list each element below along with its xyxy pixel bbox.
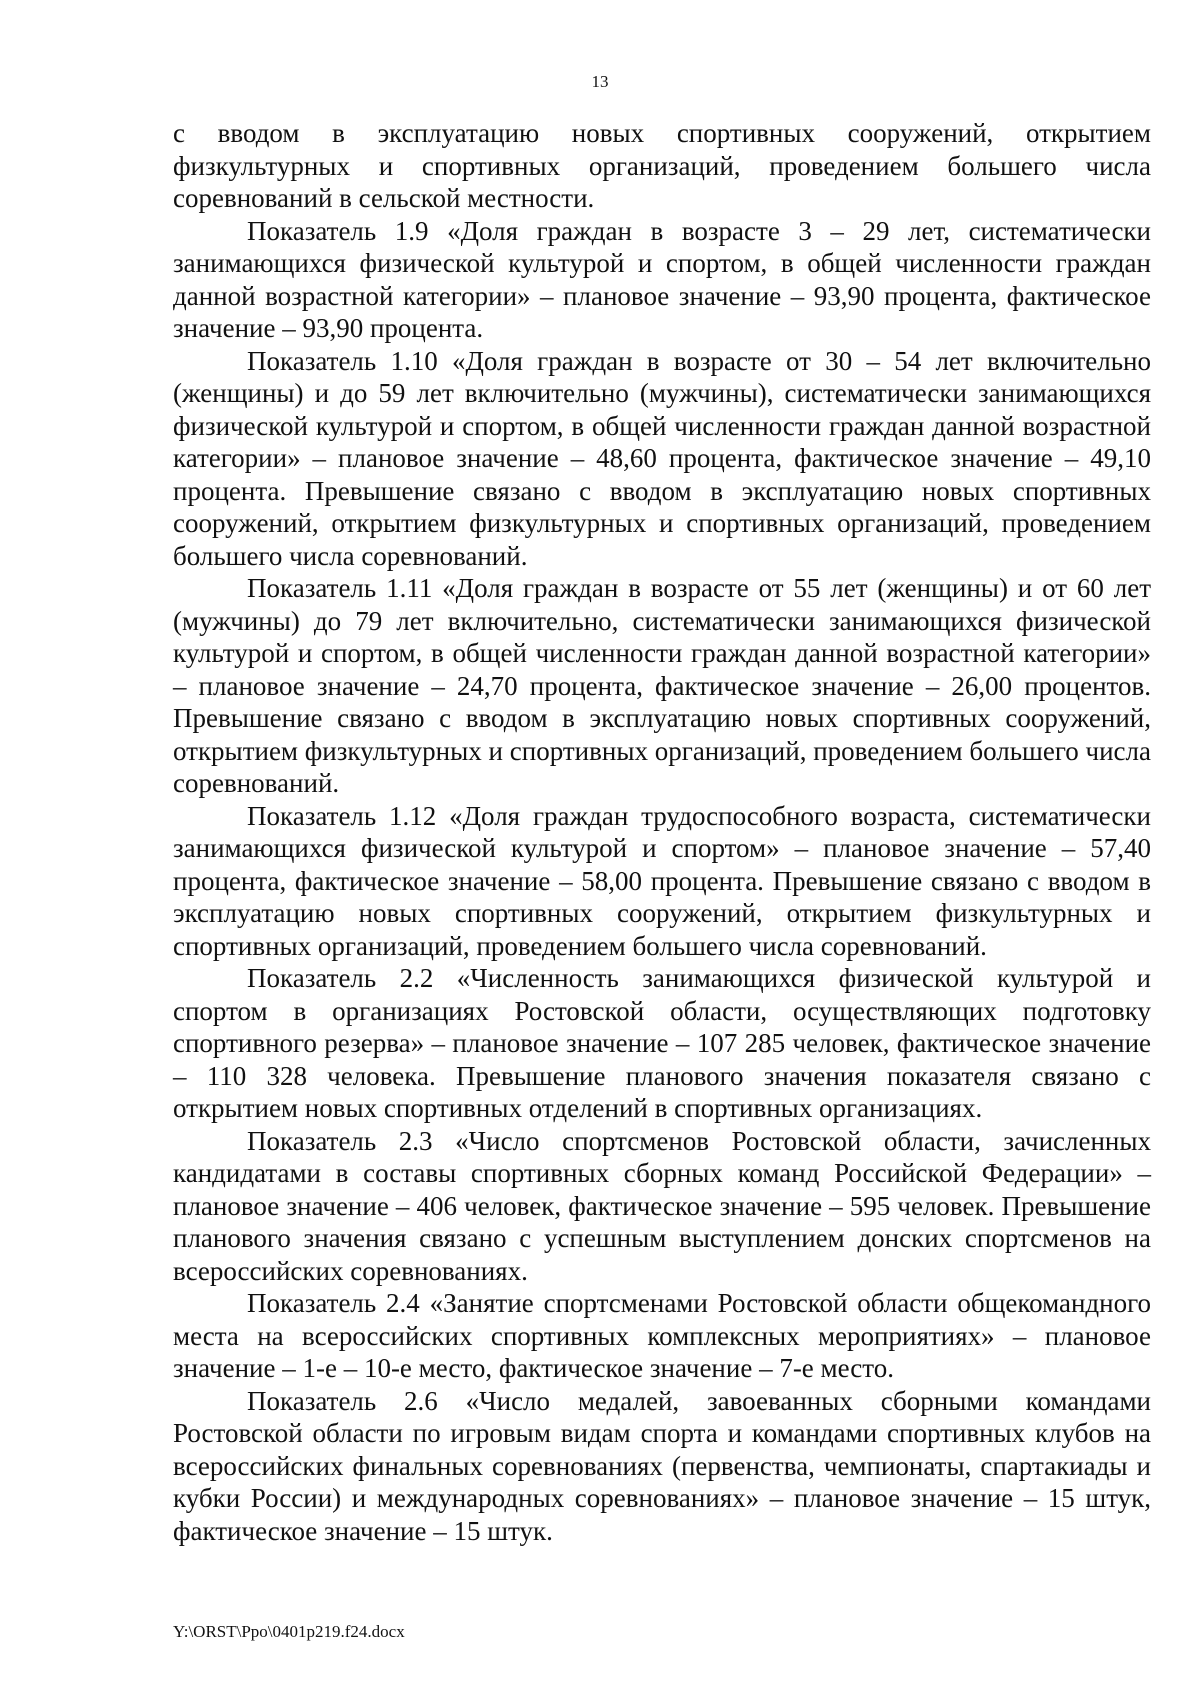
page-number: 13 [591,72,609,91]
paragraph-indicator-2-6: Показатель 2.6 «Число медалей, завоеванных сборными командами Ростовской области по игровым видам спорта и командами спортивных клубов на всероссийских финальных соревнованиях (первенства, чемпионаты, спартакиады и кубки России) и международных соревнованиях» – плановое значение – 15 штук, фактическое значение – 15 штук. [173,1385,1151,1546]
paragraph-indicator-2-4: Показатель 2.4 «Занятие спортсменами Ростовской области общекомандного места на всероссийских спортивных комплексных мероприятиях» – плановое значение – 1-е – 10-е место, фактическое значение – 7-е место. [173,1288,1151,1383]
paragraph-indicator-2-2: Показатель 2.2 «Численность занимающихся физической культурой и спортом в организациях Ростовской области, осуществляющих подготовку спортивного резерва» – плановое значение – 107 285 человек, фактическое значение – 110 328 человека. Превышение планового значения показателя связано с открытием новых спортивных отделений в спортивных организациях. [173,963,1151,1123]
paragraph-indicator-1-10: Показатель 1.10 «Доля граждан в возрасте от 30 – 54 лет включительно (женщины) и до 59 лет включительно (мужчины), систематически занимающихся физической культурой и спортом, в общей численности граждан данной возрастной категории» – плановое значение – 48,60 процента, фактическое значение – 49,10 процента. Превышение связано с вводом в эксплуатацию новых спортивных сооружений, открытием физкультурных и спортивных организаций, проведением большего числа соревнований. [173,345,1151,571]
footer-file-path: Y:\ORST\Ppo\0401p219.f24.docx [173,1622,405,1641]
paragraph-continuation: с вводом в эксплуатацию новых спортивных сооружений, открытием физкультурных и спортивных организаций, проведением большего числа соревнований в сельской местности. [173,118,1151,213]
document-body [173,117,1151,1547]
paragraph-indicator-1-11: Показатель 1.11 «Доля граждан в возрасте от 55 лет (женщины) и от 60 лет (мужчины) до 79 лет включительно, систематически занимающихся физической культурой и спортом, в общей численности граждан данной возрастной категории» – плановое значение – 24,70 процента, фактическое значение – 26,00 процентов. Превышение связано с вводом в эксплуатацию новых спортивных сооружений, открытием физкультурных и спортивных организаций, проведением большего числа соревнований. [173,573,1151,798]
paragraph-indicator-1-12: Показатель 1.12 «Доля граждан трудоспособного возраста, систематически занимающихся физической культурой и спортом» – плановое значение – 57,40 процента, фактическое значение – 58,00 процента. Превышение связано с вводом в эксплуатацию новых спортивных сооружений, открытием физкультурных и спортивных организаций, проведением большего числа соревнований. [173,800,1151,961]
paragraph-indicator-1-9: Показатель 1.9 «Доля граждан в возрасте 3 – 29 лет, систематически занимающихся физической культурой и спортом, в общей численности граждан данной возрастной категории» – плановое значение – 93,90 процента, фактическое значение – 93,90 процента. [173,215,1151,343]
paragraph-indicator-2-3: Показатель 2.3 «Число спортсменов Ростовской области, зачисленных кандидатами в составы спортивных сборных команд Российской Федерации» – плановое значение – 406 человек, фактическое значение – 595 человек. Превышение планового значения связано с успешным выступлением донских спортсменов на всероссийских соревнованиях. [173,1125,1151,1286]
